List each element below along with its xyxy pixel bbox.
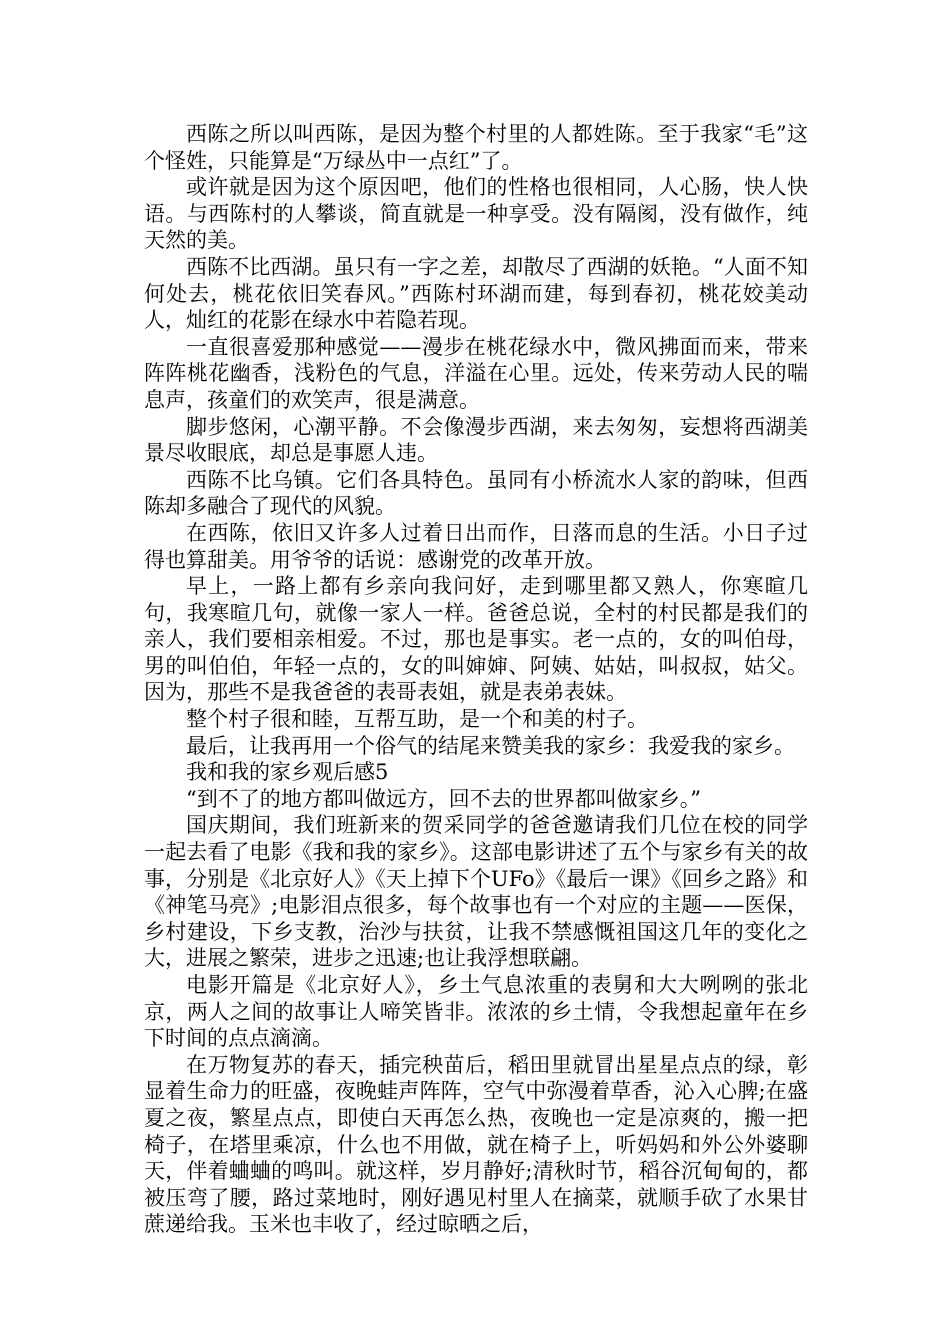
paragraph: 整个村子很和睦，互帮互助，是一个和美的村子。	[186, 707, 648, 732]
paragraph: 一直很喜爱那种感觉——漫步在桃花绿水中，微风拂面而来，带来阵阵桃花幽香，浅粉色的气息，洋溢在心里。远处，传来劳动人民的喘息声，孩童们的欢笑声，很是满意。	[144, 334, 808, 412]
paragraph: 国庆期间，我们班新来的贺采同学的爸爸邀请我们几位在校的同学一起去看了电影《我和我的家乡》。这部电影讲述了五个与家乡有关的故事，分别是《北京好人》《天上掉下个UFo》《最后一课》《回乡之路》和《神笔马亮》;电影泪点很多，每个故事也有一个对应的主题——医保，乡村建设，下乡支教，治沙与扶贫，让我不禁感慨祖国这几年的变化之大，进展之繁荣，进步之迅速;也让我浮想联翩。	[144, 813, 808, 971]
paragraph: 脚步悠闲，心潮平静。不会像漫步西湖，来去匆匆，妄想将西湖美景尽收眼底，却总是事愿人违。	[144, 414, 808, 466]
paragraph: 西陈不比西湖。虽只有一字之差，却散尽了西湖的妖艳。“人面不知何处去，桃花依旧笑春风。”西陈村环湖而建，每到春初，桃花姣美动人，灿红的花影在绿水中若隐若现。	[144, 254, 808, 333]
paragraph: 最后，让我再用一个俗气的结尾来赞美我的家乡：我爱我的家乡。	[186, 733, 795, 758]
quote-paragraph: “到不了的地方都叫做远方，回不去的世界都叫做家乡。”	[186, 786, 701, 811]
section-heading: 我和我的家乡观后感5	[186, 760, 389, 785]
paragraph: 早上，一路上都有乡亲向我问好，走到哪里都又熟人，你寒暄几句，我寒暄几句，就像一家人一样。爸爸总说，全村的村民都是我们的亲人，我们要相亲相爱。不过，那也是事实。老一点的，女的叫伯母，男的叫伯伯，年轻一点的，女的叫婶婶、阿姨、姑姑，叫叔叔，姑父。因为，那些不是我爸爸的表哥表姐，就是表弟表妹。	[144, 574, 808, 705]
paragraph: 在万物复苏的春天，插完秧苗后，稻田里就冒出星星点点的绿，彰显着生命力的旺盛，夜晚蛙声阵阵，空气中弥漫着草香，沁入心脾;在盛夏之夜，繁星点点，即使白天再怎么热，夜晚也一定是凉爽的，搬一把椅子，在塔里乘凉，什么也不用做，就在椅子上，听妈妈和外公外婆聊天，伴着蛐蛐的鸣叫。就这样，岁月静好;清秋时节，稻谷沉甸甸的，都被压弯了腰，路过菜地时，刚好遇见村里人在摘菜，就顺手砍了水果甘蔗递给我。玉米也丰收了，经过晾晒之后，	[144, 1052, 808, 1237]
paragraph: 西陈不比乌镇。它们各具特色。虽同有小桥流水人家的韵味，但西陈却多融合了现代的风貌。	[144, 467, 808, 519]
paragraph: 电影开篇是《北京好人》，乡土气息浓重的表舅和大大咧咧的张北京，两人之间的故事让人啼笑皆非。浓浓的乡土情，令我想起童年在乡下时间的点点滴滴。	[144, 973, 808, 1051]
paragraph: 在西陈，依旧又许多人过着日出而作，日落而息的生活。小日子过得也算甜美。用爷爷的话说：感谢党的改革开放。	[144, 520, 808, 572]
paragraph: 或许就是因为这个原因吧，他们的性格也很相同，人心肠，快人快语。与西陈村的人攀谈，简直就是一种享受。没有隔阂，没有做作，纯天然的美。	[144, 175, 808, 253]
paragraph: 西陈之所以叫西陈，是因为整个村里的人都姓陈。至于我家“毛”这个怪姓，只能算是“万绿丛中一点红”了。	[144, 122, 808, 173]
document-body	[144, 121, 808, 1238]
